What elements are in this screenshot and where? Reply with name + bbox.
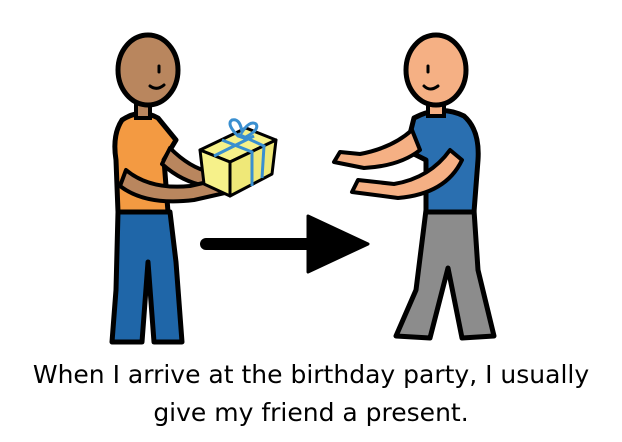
giver-pants — [112, 212, 182, 342]
gift-box-icon — [200, 120, 276, 196]
receiver-head — [406, 35, 466, 105]
caption-line-1: When I arrive at the birthday party, I usually — [32, 360, 590, 389]
caption-line-2: give my friend a present. — [153, 398, 469, 427]
receiver-arm-upper — [334, 130, 420, 168]
story-caption — [0, 356, 622, 432]
arrow-right-icon — [206, 216, 368, 272]
giver-head — [118, 35, 178, 105]
receiver-pants — [396, 210, 494, 338]
arrow-head — [308, 216, 368, 272]
receiver-figure — [334, 35, 494, 338]
